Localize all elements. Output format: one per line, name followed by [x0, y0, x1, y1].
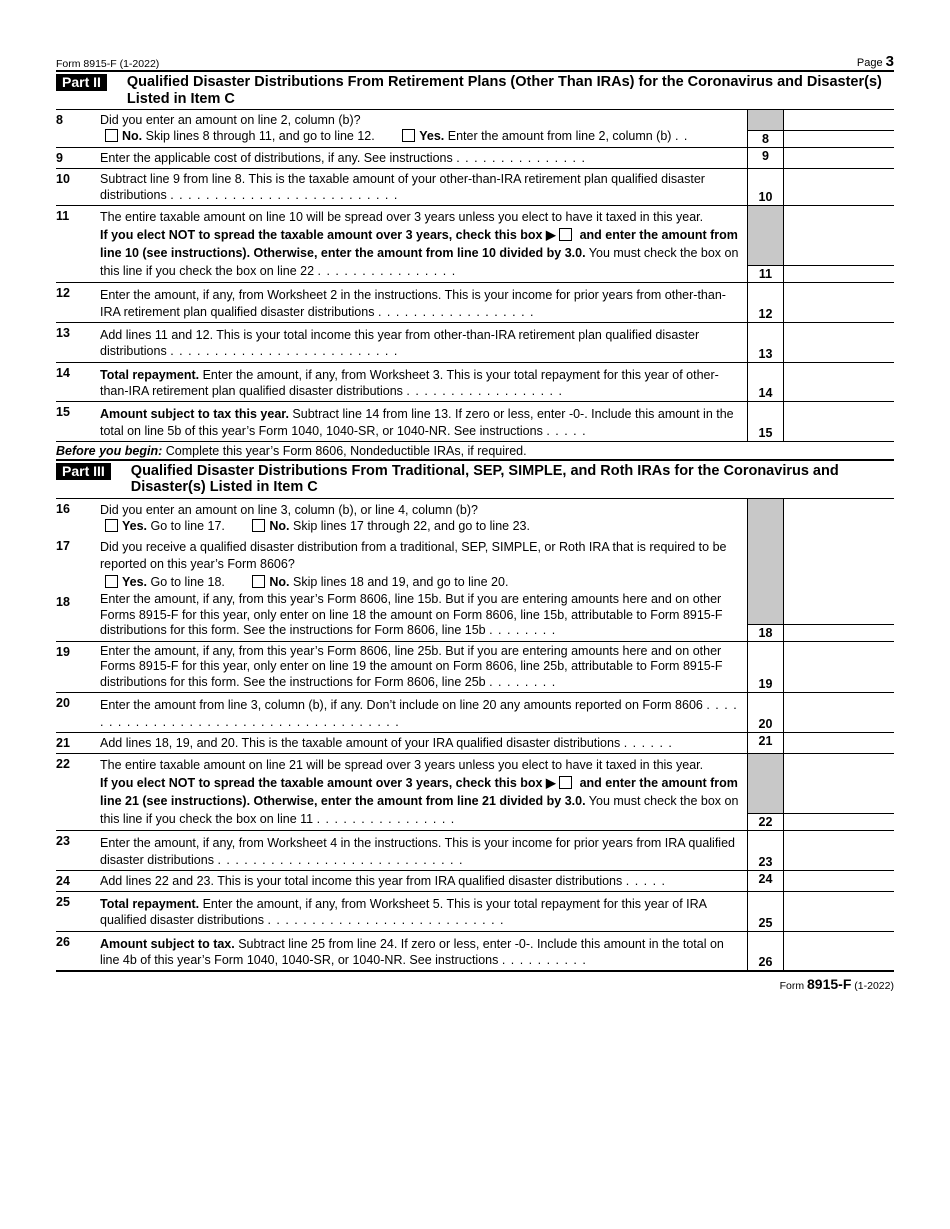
form-reference: Form 8915-F (1-2022): [56, 58, 160, 70]
page-number: Page 3: [856, 53, 894, 70]
line-8-yes-checkbox[interactable]: [402, 129, 415, 142]
line-15: 15 Amount subject to tax this year. Subtract line 14 from line 13. If zero or less, enter -0-. Include this amount in the total on line 5b of this year’s Form 1040, 1040-SR, or 1040-NR. See instructions . . . . . 15: [56, 402, 894, 442]
form-page: [56, 52, 894, 992]
line-22-amount[interactable]: [784, 813, 894, 830]
line-13: 13 Add lines 11 and 12. This is your total income this year from other-than-IRA retirement plan qualified disaster distributions . . . . . . . . . . . . . . . . . . . . . . . . . . 13: [56, 323, 894, 363]
line-19-amount[interactable]: [784, 676, 894, 692]
line-17-yes-checkbox[interactable]: [105, 575, 118, 588]
line-16: 16 Did you enter an amount on line 3, column (b), or line 4, column (b)? Yes. Go to line 17. No. Skip lines 17 through 22, and go to line 23.: [56, 501, 530, 534]
line-8-no-checkbox[interactable]: [105, 129, 118, 142]
part-3-header: [56, 460, 894, 499]
page-footer: Form 8915-F (1-2022): [56, 970, 894, 992]
line-24: 24 Add lines 22 and 23. This is your total income this year from IRA qualified disaster distributions . . . . . 24: [56, 871, 894, 892]
line-12-amount[interactable]: [784, 306, 894, 322]
line-13-amount[interactable]: [784, 346, 894, 362]
line-25-amount[interactable]: [784, 915, 894, 931]
line-26-amount[interactable]: [784, 954, 894, 970]
line-11-amount[interactable]: [784, 265, 894, 282]
line-11: 11 The entire taxable amount on line 10 will be spread over 3 years unless you elect to have it taxed in this year. If you elect NOT to spread the taxable amount over 3 years, check this box ▶ and enter the amount from line 10 (see instructions). Otherwise, enter the amount from line 10 divided by 3.0. You must check the box on this line if you check the box on line 22 . . . . . . . . . . . . . . . . 11: [56, 206, 894, 283]
line-10-amount[interactable]: [784, 189, 894, 205]
line-25: 25 Total repayment. Enter the amount, if any, from Worksheet 5. This is your total repayment for this year of IRA qualified disaster distributions . . . . . . . . . . . . . . . . . . . . . . . . . . . 25: [56, 892, 894, 932]
line-14: 14 Total repayment. Enter the amount, if any, from Worksheet 3. This is your total repayment for this year of other-than-IRA retirement plan qualified disaster distributions . . . . . . . . . . . . . . . . . . 14: [56, 363, 894, 403]
before-you-begin-note: Before you begin: Complete this year’s Form 8606, Nondeductible IRAs, if required.: [56, 442, 894, 460]
line-12: 12 Enter the amount, if any, from Worksheet 2 in the instructions. This is your income for prior years from other-than-IRA retirement plan qualified disaster distributions . . . . . . . . . . . . . . . . . . 12: [56, 283, 894, 323]
line-26: 26 Amount subject to tax. Subtract line 25 from line 24. If zero or less, enter -0-. Include this amount in the total on line 4b of this year’s Form 1040, 1040-SR, or 1040-NR. See instructions . . . . . . . . . . 26: [56, 932, 894, 971]
line-19: 19 Enter the amount, if any, from this year’s Form 8606, line 25b. But if you are entering amounts here and on other Forms 8915-F for this year, only enter on line 19 the amount on Form 8606, line 25b, attributable to Form 8915-F distributions for this form. See the instructions for Form 8606, line 25b . . . . . . . . 19: [56, 642, 894, 694]
line-23-amount[interactable]: [784, 854, 894, 870]
line-22-elect-checkbox[interactable]: [559, 776, 572, 789]
line-10: 10 Subtract line 9 from line 8. This is the taxable amount of your other-than-IRA retirement plan qualified disaster distributions . . . . . . . . . . . . . . . . . . . . . . . . . . 10: [56, 169, 894, 207]
line-8: 8 Did you enter an amount on line 2, column (b)? No. Skip lines 8 through 11, and go to line 12. Yes. Enter the amount from line 2, column (b) . . 8: [56, 110, 894, 148]
line-23: 23 Enter the amount, if any, from Worksheet 4 in the instructions. This is your income for prior years from IRA qualified disaster distributions . . . . . . . . . . . . . . . . . . . . . . . . . . . . 23: [56, 831, 894, 871]
part-3-tag: Part III: [56, 463, 111, 480]
part-2-tag: Part II: [56, 74, 107, 91]
line-20-amount[interactable]: [784, 716, 894, 732]
part-3-title: Qualified Disaster Distributions From Traditional, SEP, SIMPLE, and Roth IRAs for the Coronavirus and Disaster(s) Listed in Item C: [130, 462, 839, 496]
line-8-amount[interactable]: [784, 130, 894, 147]
part-2-title: Qualified Disaster Distributions From Retirement Plans (Other Than IRAs) for the Coronavirus and Disaster(s) Listed in Item C: [126, 74, 882, 107]
line-22: 22 The entire taxable amount on line 21 will be spread over 3 years unless you elect to have it taxed in this year. If you elect NOT to spread the taxable amount over 3 years, check this box ▶ and enter the amount from line 21 (see instructions). Otherwise, enter the amount from line 21 divided by 3.0. You must check the box on this line if you check the box on line 11 . . . . . . . . . . . . . . . . 22: [56, 754, 894, 831]
line-15-amount[interactable]: [784, 425, 894, 441]
line-20: 20 Enter the amount from line 3, column (b), if any. Don’t include on line 20 any amounts reported on Form 8606 . . . . . . . . . . . . . . . . . . . . . . . . . . . . . . . . . . . . . . 20: [56, 693, 894, 733]
page-header: [56, 52, 894, 70]
part-2-header: [56, 70, 894, 110]
line-18: 18 Enter the amount, if any, from this year’s Form 8606, line 15b. But if you are entering amounts here and on other Forms 8915-F for this year, only enter on line 18 the amount on Form 8606, line 15b, attributable to Form 8915-F distributions for this form. See the instructions for Form 8606, line 15b . . . . . . . .: [56, 592, 723, 638]
line-17: 17 Did you receive a qualified disaster distribution from a traditional, SEP, SIMPLE, or Roth IRA that is required to be reported on this year’s Form 8606? Yes. Go to line 18. No. Skip lines 18 and 19, and go to line 20.: [56, 539, 727, 590]
line-21: 21 Add lines 18, 19, and 20. This is the taxable amount of your IRA qualified disaster distributions . . . . . . 21: [56, 733, 894, 754]
line-21-amount[interactable]: [784, 733, 894, 753]
line-9-amount[interactable]: [784, 148, 894, 168]
line-14-amount[interactable]: [784, 385, 894, 401]
line-9: 9 Enter the applicable cost of distributions, if any. See instructions . . . . . . . . . . . . . . . 9: [56, 148, 894, 169]
line-16-no-checkbox[interactable]: [252, 519, 265, 532]
lines-16-18: 16 Did you enter an amount on line 3, column (b), or line 4, column (b)? Yes. Go to line 17. No. Skip lines 17 through 22, and go to line 23. 17 Did you receive a qualified disaster distribution from a traditional, SEP, SIMPLE, or Roth IRA that is required to be reported on this year’s Form 8606? Yes. Go to line 18. No. Skip lines 18 and 19, and go to line 20. 18 Enter the amount, if any, from this year’s Form 8606, line 15b. But if you are entering amounts here and on other Forms 8915-F for this year, only enter on line 18 the amount on Form 8606, line 15b, attributable to Form 8915-F distributions for this form. See the instructions for Form 8606, line 15b . . . . . . . . 18: [56, 499, 894, 642]
line-24-amount[interactable]: [784, 871, 894, 891]
line-11-elect-checkbox[interactable]: [559, 228, 572, 241]
line-18-amount[interactable]: [784, 624, 894, 641]
line-16-yes-checkbox[interactable]: [105, 519, 118, 532]
line-17-no-checkbox[interactable]: [252, 575, 265, 588]
